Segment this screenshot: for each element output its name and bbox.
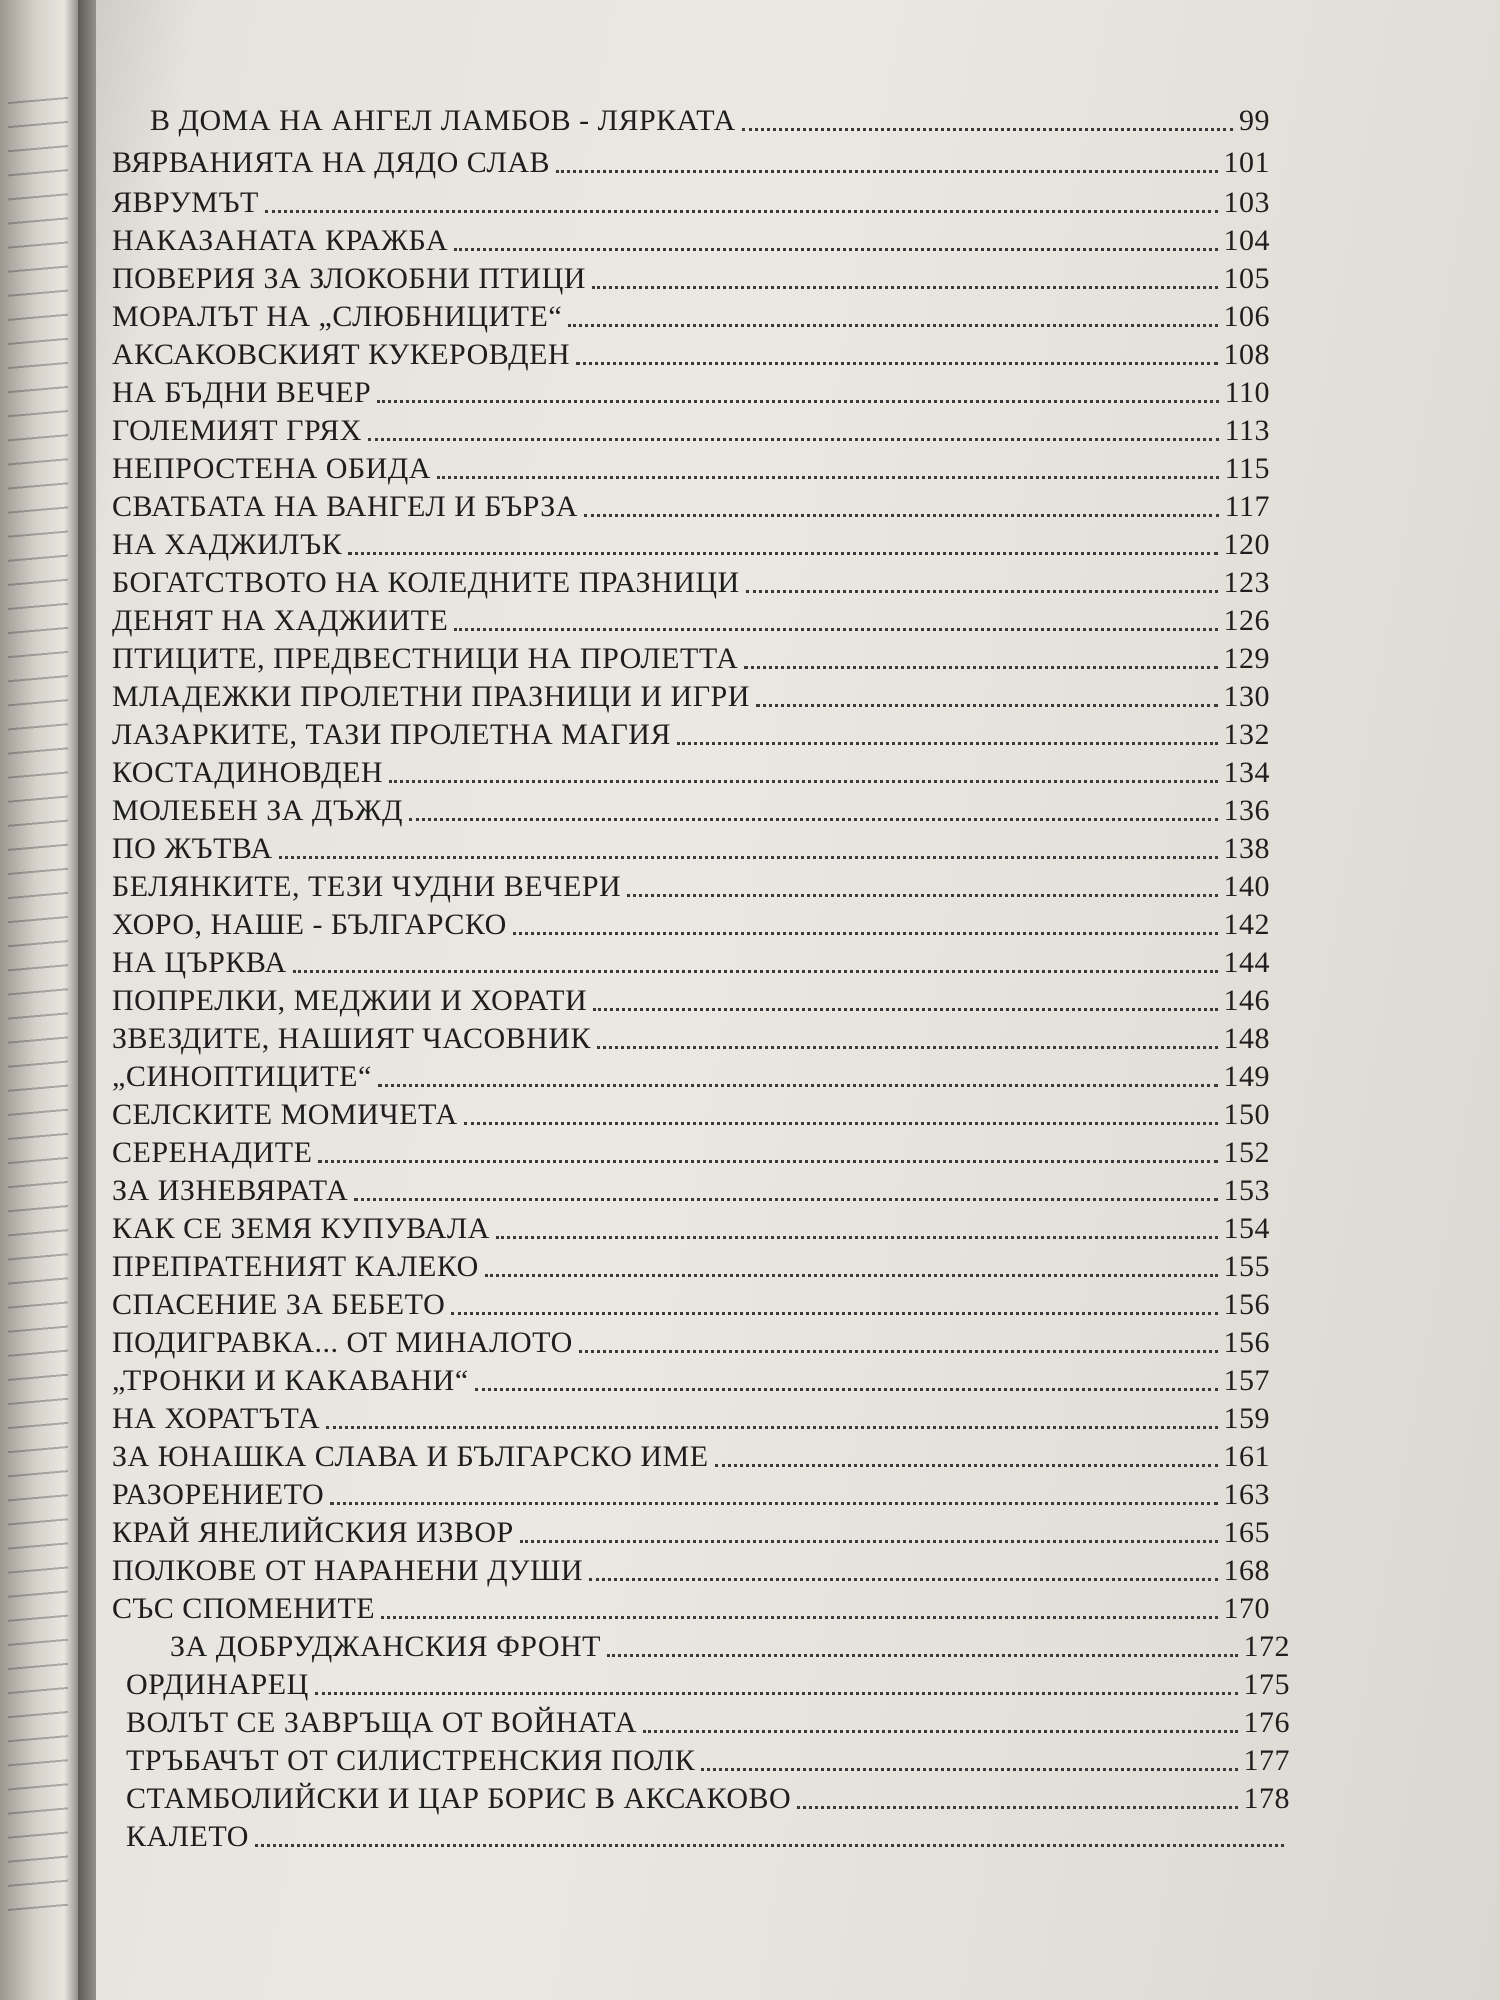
toc-entry [112, 332, 1270, 372]
toc-entry-title: МОЛЕБЕН ЗА ДЪЖД [112, 794, 403, 827]
toc-entry-title: НА ХАДЖИЛЪК [112, 528, 343, 561]
toc-entry [112, 180, 1270, 220]
toc-entry-title: ЗА ДОБРУДЖАНСКИЯ ФРОНТ [170, 1630, 601, 1663]
toc-entry [112, 1320, 1270, 1360]
toc-page-number: 113 [1224, 414, 1270, 447]
toc-page-number: 175 [1243, 1668, 1290, 1701]
toc-entry-title: ЗА ИЗНЕВЯРАТА [112, 1174, 349, 1207]
toc-entry-title: КОСТАДИНОВДЕН [112, 756, 384, 789]
dot-leader [496, 1236, 1218, 1239]
toc-entry-title: ХОРО, НАШЕ - БЪЛГАРСКО [112, 908, 507, 941]
toc-page-number: 126 [1223, 604, 1270, 637]
dot-leader [756, 704, 1218, 707]
toc-page-number: 177 [1243, 1744, 1290, 1777]
toc-entry [112, 1396, 1270, 1436]
dot-leader [589, 1578, 1217, 1581]
toc-page-number: 178 [1243, 1782, 1290, 1815]
toc-entry [112, 294, 1270, 334]
toc-entry [112, 446, 1270, 486]
dot-leader [485, 1274, 1218, 1277]
toc-page-number: 101 [1223, 146, 1270, 179]
toc-page-number: 103 [1223, 186, 1270, 219]
toc-entry-title: ПОДИГРАВКА... ОТ МИНАЛОТО [112, 1326, 573, 1359]
toc-entry [112, 750, 1270, 790]
toc-entry [126, 1662, 1290, 1702]
dot-leader [513, 932, 1218, 935]
dot-leader [315, 1692, 1238, 1695]
dot-leader [255, 1844, 1284, 1847]
dot-leader [797, 1806, 1237, 1809]
toc-entry [126, 1814, 1290, 1854]
toc-page-number: 172 [1243, 1630, 1290, 1663]
toc-entry [112, 826, 1270, 866]
toc-page-number: 165 [1223, 1516, 1270, 1549]
toc-entry [170, 1624, 1290, 1664]
dot-leader [279, 856, 1218, 859]
dot-leader [368, 438, 1219, 441]
toc-entry [112, 864, 1270, 904]
toc-entry [112, 978, 1270, 1018]
toc-page-number: 105 [1223, 262, 1270, 295]
toc-entry-title: МОРАЛЪТ НА „СЛЮБНИЦИТЕ“ [112, 300, 563, 333]
toc-entry-title: НА БЪДНИ ВЕЧЕР [112, 376, 372, 409]
toc-page-number: 110 [1224, 376, 1270, 409]
dot-leader [378, 1084, 1218, 1087]
toc-page-number: 149 [1223, 1060, 1270, 1093]
toc-entry-title: ДЕНЯТ НА ХАДЖИИТЕ [112, 604, 449, 637]
toc-entry-title: БОГАТСТВОТО НА КОЛЕДНИТЕ ПРАЗНИЦИ [112, 566, 740, 599]
toc-entry [112, 1358, 1270, 1398]
toc-entry-title: ПТИЦИТЕ, ПРЕДВЕСТНИЦИ НА ПРОЛЕТТА [112, 642, 739, 675]
toc-entry [112, 484, 1270, 524]
toc-entry [112, 788, 1270, 828]
toc-entry-title: ПОПРЕЛКИ, МЕДЖИИ И ХОРАТИ [112, 984, 588, 1017]
toc-page-number: 115 [1224, 452, 1270, 485]
toc-page-number: 144 [1223, 946, 1270, 979]
toc-page-number: 163 [1223, 1478, 1270, 1511]
toc-entry [112, 1548, 1270, 1588]
toc-entry-title: ЗВЕЗДИТЕ, НАШИЯТ ЧАСОВНИК [112, 1022, 591, 1055]
toc-entry-title: СЕРЕНАДИТЕ [112, 1136, 313, 1169]
dot-leader [520, 1540, 1218, 1543]
toc-page-number: 157 [1223, 1364, 1270, 1397]
toc-entry-title: ЛАЗАРКИТЕ, ТАЗИ ПРОЛЕТНА МАГИЯ [112, 718, 671, 751]
toc-entry-title: КАЛЕТО [126, 1820, 249, 1853]
dot-leader [354, 1198, 1217, 1201]
toc-entry [112, 140, 1270, 180]
dot-leader [293, 970, 1218, 973]
toc-page-number: 161 [1223, 1440, 1270, 1473]
toc-page-number: 117 [1224, 490, 1270, 523]
toc-entry-title: ПРЕПРАТЕНИЯТ КАЛЕКО [112, 1250, 479, 1283]
toc-page-number: 106 [1223, 300, 1270, 333]
toc-page-number: 99 [1239, 104, 1270, 137]
toc-page-number: 136 [1223, 794, 1270, 827]
toc-entry-title: ГОЛЕМИЯТ ГРЯХ [112, 414, 362, 447]
toc-entry-title: „СИНОПТИЦИТЕ“ [112, 1060, 372, 1093]
toc-entry-title: ПОВЕРИЯ ЗА ЗЛОКОБНИ ПТИЦИ [112, 262, 586, 295]
toc-page-number: 148 [1223, 1022, 1270, 1055]
dot-leader [437, 476, 1219, 479]
toc-entry [112, 408, 1270, 448]
toc-page-number: 129 [1223, 642, 1270, 675]
toc-entry-title: КАК СЕ ЗЕМЯ КУПУВАЛА [112, 1212, 490, 1245]
dot-leader [464, 1122, 1218, 1125]
toc-page-number: 123 [1223, 566, 1270, 599]
toc-entry [112, 1054, 1270, 1094]
toc-page-number: 156 [1223, 1288, 1270, 1321]
toc-entry-title: ЯВРУМЪТ [112, 186, 259, 219]
toc-entry-title: НАКАЗАНАТА КРАЖБА [112, 224, 449, 257]
toc-entry [112, 218, 1270, 258]
toc-page-number: 146 [1223, 984, 1270, 1017]
toc-entry [126, 1700, 1290, 1740]
dot-leader [607, 1654, 1238, 1657]
toc-entry-title: КРАЙ ЯНЕЛИЙСКИЯ ИЗВОР [112, 1516, 514, 1549]
toc-entry [112, 1092, 1270, 1132]
toc-page-number: 140 [1223, 870, 1270, 903]
toc-page-number: 120 [1223, 528, 1270, 561]
toc-page-number: 153 [1223, 1174, 1270, 1207]
dot-leader [389, 780, 1217, 783]
dot-leader [377, 400, 1218, 403]
dot-leader [409, 818, 1218, 821]
toc-entry [112, 560, 1270, 600]
dot-leader [475, 1388, 1218, 1391]
toc-entry [112, 902, 1270, 942]
dot-leader [701, 1768, 1237, 1771]
toc-entry-title: НА ХОРАТЪТА [112, 1402, 321, 1435]
toc-page-number: 130 [1223, 680, 1270, 713]
toc-page-number: 138 [1223, 832, 1270, 865]
toc-entry [112, 1130, 1270, 1170]
toc-entry [112, 674, 1270, 714]
toc-page-number: 170 [1223, 1592, 1270, 1625]
toc-page-number: 104 [1223, 224, 1270, 257]
toc-entry-title: СВАТБАТА НА ВАНГЕЛ И БЪРЗА [112, 490, 578, 523]
toc-entry-title: СЪС СПОМЕНИТЕ [112, 1592, 376, 1625]
toc-entry [112, 636, 1270, 676]
toc-entry [112, 1434, 1270, 1474]
dot-leader [746, 590, 1218, 593]
toc-entry-title: СПАСЕНИЕ ЗА БЕБЕТО [112, 1288, 446, 1321]
toc-entry-title: НА ЦЪРКВА [112, 946, 287, 979]
toc-page-number: 142 [1223, 908, 1270, 941]
toc-page-number: 159 [1223, 1402, 1270, 1435]
toc-page-number: 154 [1223, 1212, 1270, 1245]
dot-leader [584, 514, 1219, 517]
dot-leader [627, 894, 1217, 897]
toc-page-number: 152 [1223, 1136, 1270, 1169]
toc-page-number: 155 [1223, 1250, 1270, 1283]
toc-entry-title: СЕЛСКИТЕ МОМИЧЕТА [112, 1098, 458, 1131]
toc-entry [126, 1776, 1290, 1816]
toc-entry [112, 1206, 1270, 1246]
toc-page-number: 156 [1223, 1326, 1270, 1359]
dot-leader [330, 1502, 1217, 1505]
toc-entry-title: „ТРОНКИ И КАКАВАНИ“ [112, 1364, 469, 1397]
dot-leader [592, 286, 1218, 289]
dot-leader [556, 170, 1217, 173]
toc-entry [150, 98, 1270, 138]
toc-entry [112, 598, 1270, 638]
toc-entry-title: ВОЛЪТ СЕ ЗАВРЪЩА ОТ ВОЙНАТА [126, 1706, 637, 1739]
dot-leader [744, 666, 1217, 669]
toc-entry-title: ЗА ЮНАШКА СЛАВА И БЪЛГАРСКО ИМЕ [112, 1440, 709, 1473]
toc-entry-title: ПО ЖЪТВА [112, 832, 273, 865]
toc-entry [112, 522, 1270, 562]
toc-page-number: 176 [1243, 1706, 1290, 1739]
toc-entry [112, 1282, 1270, 1322]
dot-leader [643, 1730, 1238, 1733]
dot-leader [451, 1312, 1217, 1315]
toc-entry-title: ПОЛКОВЕ ОТ НАРАНЕНИ ДУШИ [112, 1554, 584, 1587]
toc-page-number: 168 [1223, 1554, 1270, 1587]
toc-entry-title: ОРДИНАРЕЦ [126, 1668, 309, 1701]
toc-entry [112, 1472, 1270, 1512]
toc-entry-title: АКСАКОВСКИЯТ КУКЕРОВДЕН [112, 338, 571, 371]
dot-leader [454, 628, 1217, 631]
toc-entry [112, 1168, 1270, 1208]
toc-entry-title: СТАМБОЛИЙСКИ И ЦАР БОРИС В АКСАКОВО [126, 1782, 792, 1815]
toc-entry-title: ВЯРВАНИЯТА НА ДЯДО СЛАВ [112, 146, 551, 179]
toc-entry [112, 1510, 1270, 1550]
toc-entry-title: В ДОМА НА АНГЕЛ ЛАМБОВ - ЛЯРКАТА [150, 104, 736, 137]
dot-leader [265, 210, 1218, 213]
dot-leader [715, 1464, 1218, 1467]
dot-leader [576, 362, 1217, 365]
dot-leader [579, 1350, 1218, 1353]
dot-leader [597, 1046, 1218, 1049]
toc-entry [112, 940, 1270, 980]
toc-entry [112, 370, 1270, 410]
toc-page-number: 132 [1223, 718, 1270, 751]
toc-entry [112, 1586, 1270, 1626]
dot-leader [454, 248, 1217, 251]
dot-leader [318, 1160, 1217, 1163]
toc-page-number: 108 [1223, 338, 1270, 371]
dot-leader [677, 742, 1218, 745]
toc-page-number: 134 [1223, 756, 1270, 789]
toc-entry [112, 1244, 1270, 1284]
toc-entry-title: БЕЛЯНКИТЕ, ТЕЗИ ЧУДНИ ВЕЧЕРИ [112, 870, 622, 903]
toc-entry-title: РАЗОРЕНИЕТО [112, 1478, 325, 1511]
dot-leader [742, 128, 1233, 131]
toc-entry [112, 256, 1270, 296]
dot-leader [568, 324, 1217, 327]
dot-leader [593, 1008, 1217, 1011]
toc-entry-title: НЕПРОСТЕНА ОБИДА [112, 452, 431, 485]
dot-leader [348, 552, 1217, 555]
dot-leader [326, 1426, 1217, 1429]
toc-entry [112, 1016, 1270, 1056]
toc-entry-title: ТРЪБАЧЪТ ОТ СИЛИСТРЕНСКИЯ ПОЛК [126, 1744, 696, 1777]
toc-entry [126, 1738, 1290, 1778]
dot-leader [381, 1616, 1217, 1619]
toc-entry [112, 712, 1270, 752]
toc-entry-title: МЛАДЕЖКИ ПРОЛЕТНИ ПРАЗНИЦИ И ИГРИ [112, 680, 750, 713]
toc-page-number: 150 [1223, 1098, 1270, 1131]
